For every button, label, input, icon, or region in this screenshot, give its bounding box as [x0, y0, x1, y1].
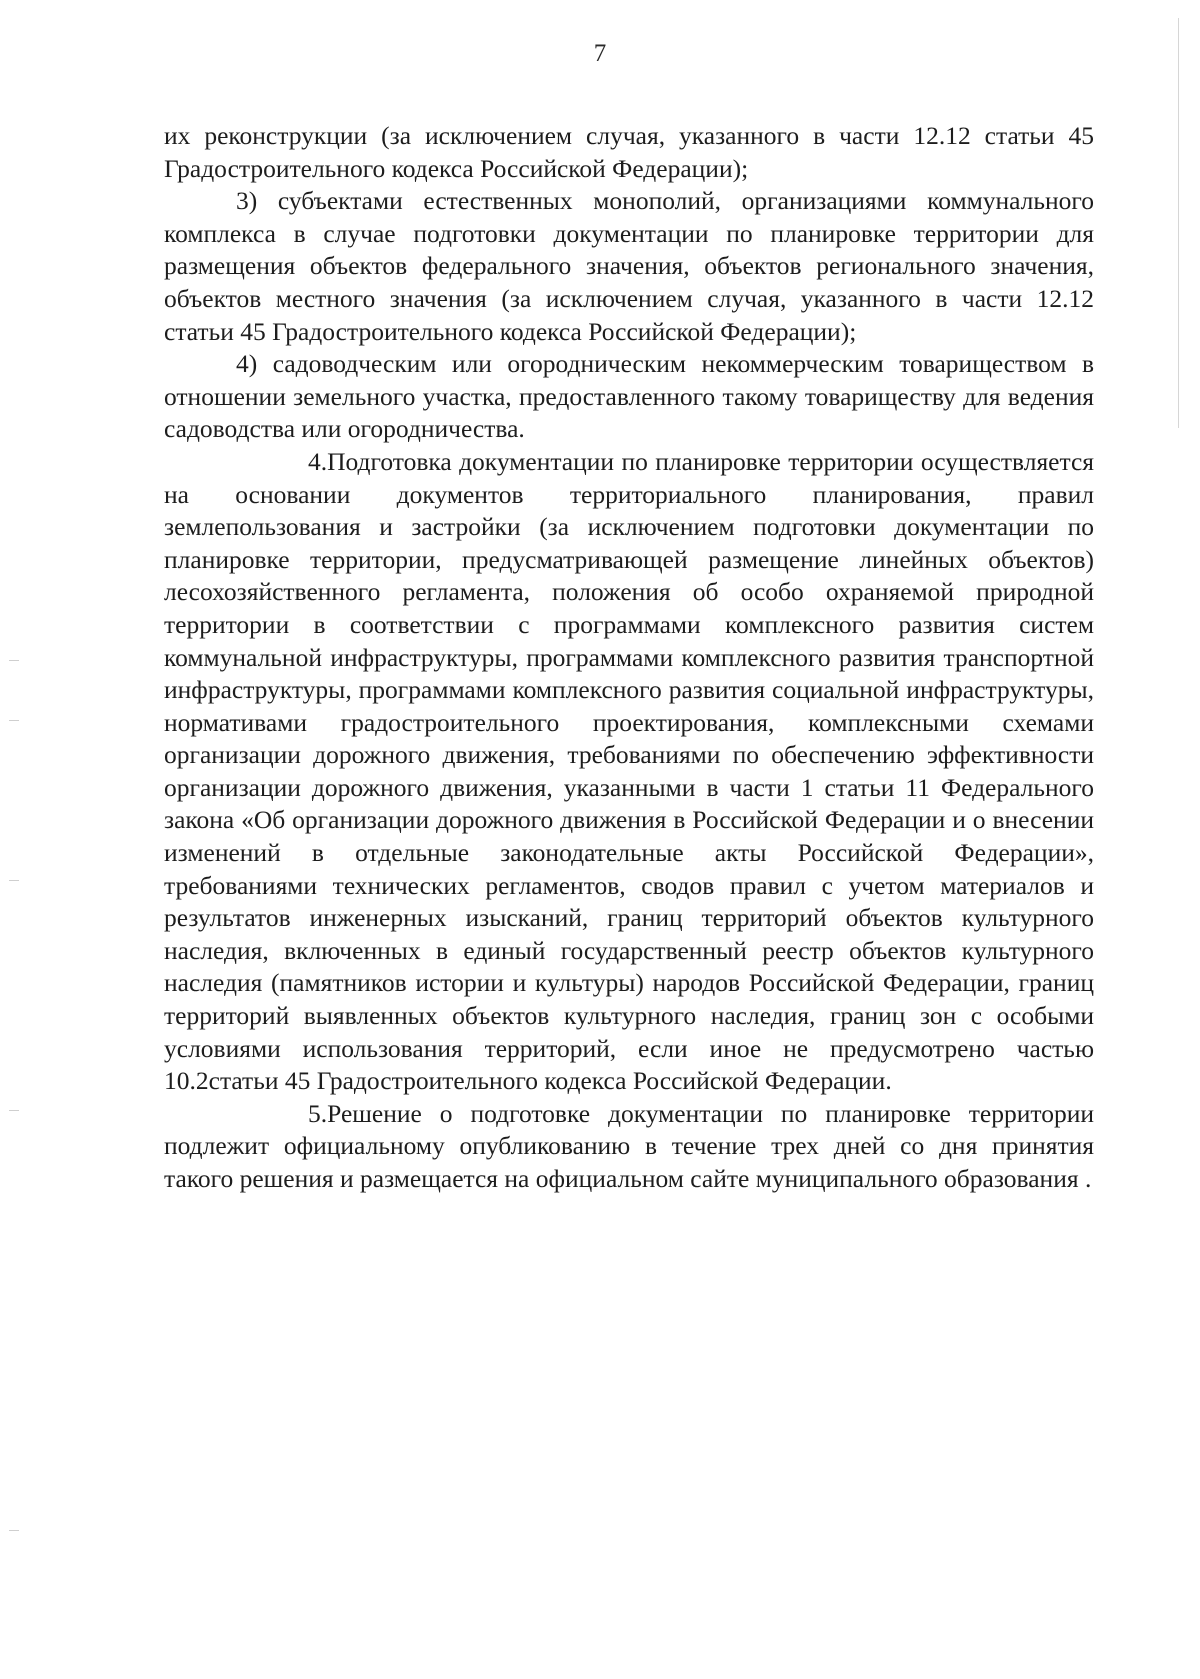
paragraph-text: 3) субъектами естественных монополий, организациями коммунального комплекса в случае подготовки документации по планировке территории для размещения объектов федерального значения, объектов регионального значения, объектов местного значения (за исключением случая, указанного в части 12.12 статьи 45 Градостроительного кодекса Российской Федерации); [164, 186, 1094, 346]
paragraph-text: 4) садоводческим или огородническим некоммерческим товариществом в отношении земельного участка, предоставленного такому товариществу для ведения садоводства или огородничества. [164, 349, 1094, 444]
paragraph [164, 446, 1094, 1098]
page-number: 7 [593, 40, 607, 67]
scan-margin-mark [9, 880, 19, 881]
document-body [164, 120, 1094, 1196]
paragraph [164, 348, 1094, 446]
scan-margin-mark [9, 1530, 19, 1531]
paragraph-text: Решение о подготовке документации по планировке территории подлежит официальному опубликованию в течение трех дней со дня принятия такого решения и размещается на официальном сайте муниципального образования . [164, 1098, 1094, 1193]
paragraph-text: их реконструкции (за исключением случая, указанного в части 12.12 статьи 45 Градостроительного кодекса Российской Федерации); [164, 121, 1094, 183]
paragraph [164, 185, 1094, 348]
scan-margin-mark [9, 720, 19, 721]
paragraph [164, 120, 1094, 185]
scan-margin-mark [9, 1110, 19, 1111]
paragraph-text: Подготовка документации по планировке территории осуществляется на основании документов территориального планирования, правил землепользования и застройки (за исключением подготовки документации по планировке территории, предусматривающей размещение линейных объектов) лесохозяйственного регламента, положения об особо охраняемой природной территории в соответствии с программами комплексного развития систем коммунальной инфраструктуры, программами комплексного развития транспортной инфраструктуры, программами комплексного развития социальной инфраструктуры, нормативами градостроительного проектирования, комплексными схемами организации дорожного движения, требованиями по обеспечению эффективности организации дорожного движения, указанными в части 1 статьи 11 Федерального закона «Об организации дорожного движения в Российской Федерации и о внесении изменений в отдельные законодательные акты Российской Федерации», требованиями технических регламентов, сводов правил с учетом материалов и результатов инженерных изысканий, границ территорий объектов культурного наследия, включенных в единый государственный реестр объектов культурного наследия (памятников истории и культуры) народов Российской Федерации, границ территорий выявленных объектов культурного наследия, границ зон с особыми условиями использования территорий, если иное не предусмотрено частью 10.2статьи 45 Градостроительного кодекса Российской Федерации. [164, 446, 1094, 1096]
scan-edge-line [1178, 18, 1179, 428]
paragraph [164, 1098, 1094, 1196]
scan-margin-mark [9, 660, 19, 661]
paragraph-number: 5. [308, 1098, 328, 1128]
paragraph-number: 4. [308, 446, 328, 476]
